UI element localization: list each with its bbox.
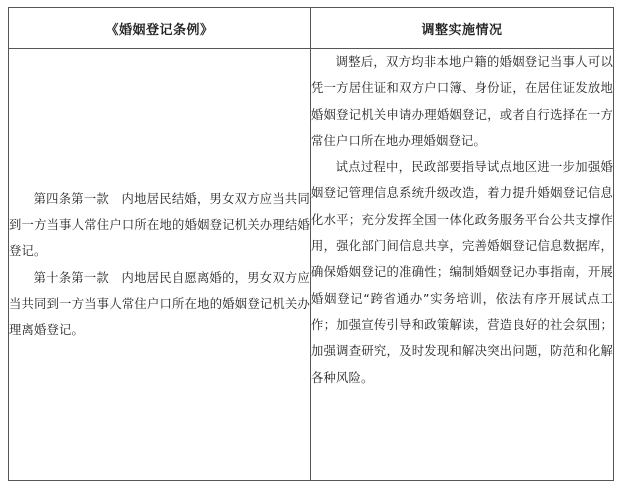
adjustment-paragraph: 调整后，双方均非本地户籍的婚姻登记当事人可以凭一方居住证和双方户口簿、身份证，在居住证发放地婚姻登记机关申请办理婚姻登记，或者自行选择在一方常住户口所在地办理婚姻登记。 — [311, 55, 613, 148]
adjustment-details-cell — [311, 49, 614, 481]
article-paragraph: 第十条第一款 内地居民自愿离婚的，男女双方应当共同到一方当事人常住户口所在地的婚姻登记机关办理离婚登记。 — [9, 270, 310, 338]
header-adjustment: 调整实施情况 — [311, 8, 614, 49]
article-paragraph: 第四条第一款 内地居民结婚，男女双方应当共同到一方当事人常住户口所在地的婚姻登记机关办理结婚登记。 — [9, 191, 310, 259]
table-row — [9, 49, 614, 481]
table-header-row — [9, 8, 614, 49]
regulation-articles-cell — [9, 49, 311, 481]
header-regulation: 《婚姻登记条例》 — [9, 8, 311, 49]
comparison-table — [8, 7, 614, 481]
adjustment-paragraph: 试点过程中，民政部要指导试点地区进一步加强婚姻登记管理信息系统升级改造，着力提升婚姻登记信息化水平；充分发挥全国一体化政务服务平台公共支撑作用，强化部门间信息共享，完善婚姻登记信息数据库，确保婚姻登记的准确性；编制婚姻登记办事指南，开展婚姻登记“跨省通办”实务培训，依法有序开展试点工作；加强宣传引导和政策解读，营造良好的社会氛围；加强调查研究，及时发现和解决突出问题，防范和化解各种风险。 — [311, 160, 613, 385]
